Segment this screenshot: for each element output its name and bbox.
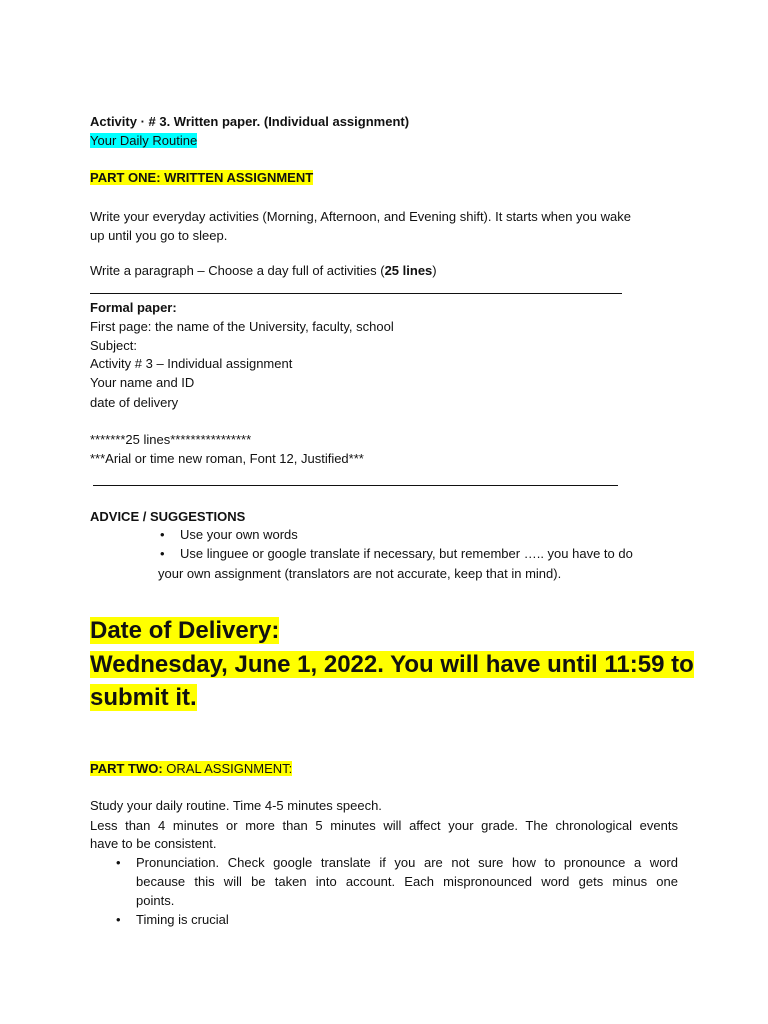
part-two-heading	[90, 760, 292, 778]
activity-title: Activity · # 3. Written paper. (Individual assignment)	[90, 114, 410, 129]
delivery-date	[90, 649, 694, 680]
formal-paper-line: First page: the name of the University, faculty, school	[90, 319, 394, 334]
part-one-heading-text: PART ONE: WRITTEN ASSIGNMENT	[90, 170, 314, 185]
bullet-dot: •	[160, 527, 165, 542]
intro-line-1: Write your everyday activities (Morning, Afternoon, and Evening shift). It starts when you wake	[90, 209, 631, 224]
delivery-submit	[90, 682, 197, 713]
oral-bullet-1-line-3: points.	[136, 893, 175, 908]
paragraph-instruction-prefix: Write a paragraph – Choose a day full of activities (	[90, 263, 385, 278]
divider-line-1	[90, 293, 622, 294]
advice-bullet-1: Use your own words	[180, 527, 298, 542]
delivery-date-text: Wednesday, June 1, 2022. You will have until 11:59 to	[90, 651, 694, 678]
part-one-heading	[90, 169, 313, 187]
paragraph-instruction-suffix: )	[432, 263, 437, 278]
formal-paper-line: Your name and ID	[90, 375, 195, 390]
oral-bullet-2: Timing is crucial	[136, 912, 229, 927]
oral-line-1: Study your daily routine. Time 4-5 minutes speech.	[90, 798, 382, 813]
advice-bullet-2-line-1: Use linguee or google translate if necessary, but remember ….. you have to do	[180, 546, 633, 561]
formal-paper-heading: Formal paper:	[90, 300, 177, 315]
part-two-heading-highlight	[90, 761, 292, 776]
divider-line-2	[93, 485, 618, 486]
formal-paper-line: date of delivery	[90, 395, 179, 410]
oral-line-3: have to be consistent.	[90, 836, 217, 851]
oral-line-2: Less than 4 minutes or more than 5 minutes will affect your grade. The chronological events	[90, 818, 678, 833]
paragraph-line-count: 25 lines	[384, 263, 433, 278]
delivery-title	[90, 615, 279, 646]
bullet-dot: •	[116, 912, 121, 927]
formal-paper-line: Activity # 3 – Individual assignment	[90, 356, 293, 371]
oral-bullet-1-line-1: Pronunciation. Check google translate if you are not sure how to pronounce a word	[136, 855, 678, 870]
format-line-lines: *******25 lines****************	[90, 432, 252, 447]
format-line-font: ***Arial or time new roman, Font 12, Justified***	[90, 451, 364, 466]
delivery-submit-text: submit it.	[90, 684, 197, 711]
oral-bullet-1-line-2: because this will be taken into account. Each mispronounced word gets minus one	[136, 874, 678, 889]
bullet-dot: •	[160, 546, 165, 561]
bullet-dot: •	[116, 855, 121, 870]
intro-line-2: up until you go to sleep.	[90, 228, 228, 243]
advice-heading: ADVICE / SUGGESTIONS	[90, 509, 246, 524]
paragraph-instruction	[90, 262, 437, 280]
advice-bullet-2-line-2: your own assignment (translators are not accurate, keep that in mind).	[158, 566, 562, 581]
delivery-title-text: Date of Delivery:	[90, 617, 280, 644]
part-two-heading-rest: ORAL ASSIGNMENT:	[162, 761, 293, 776]
topic-line	[90, 132, 197, 150]
topic-highlight: Your Daily Routine	[90, 133, 198, 148]
formal-paper-line: Subject:	[90, 338, 137, 353]
part-two-heading-bold: PART TWO:	[90, 761, 163, 776]
